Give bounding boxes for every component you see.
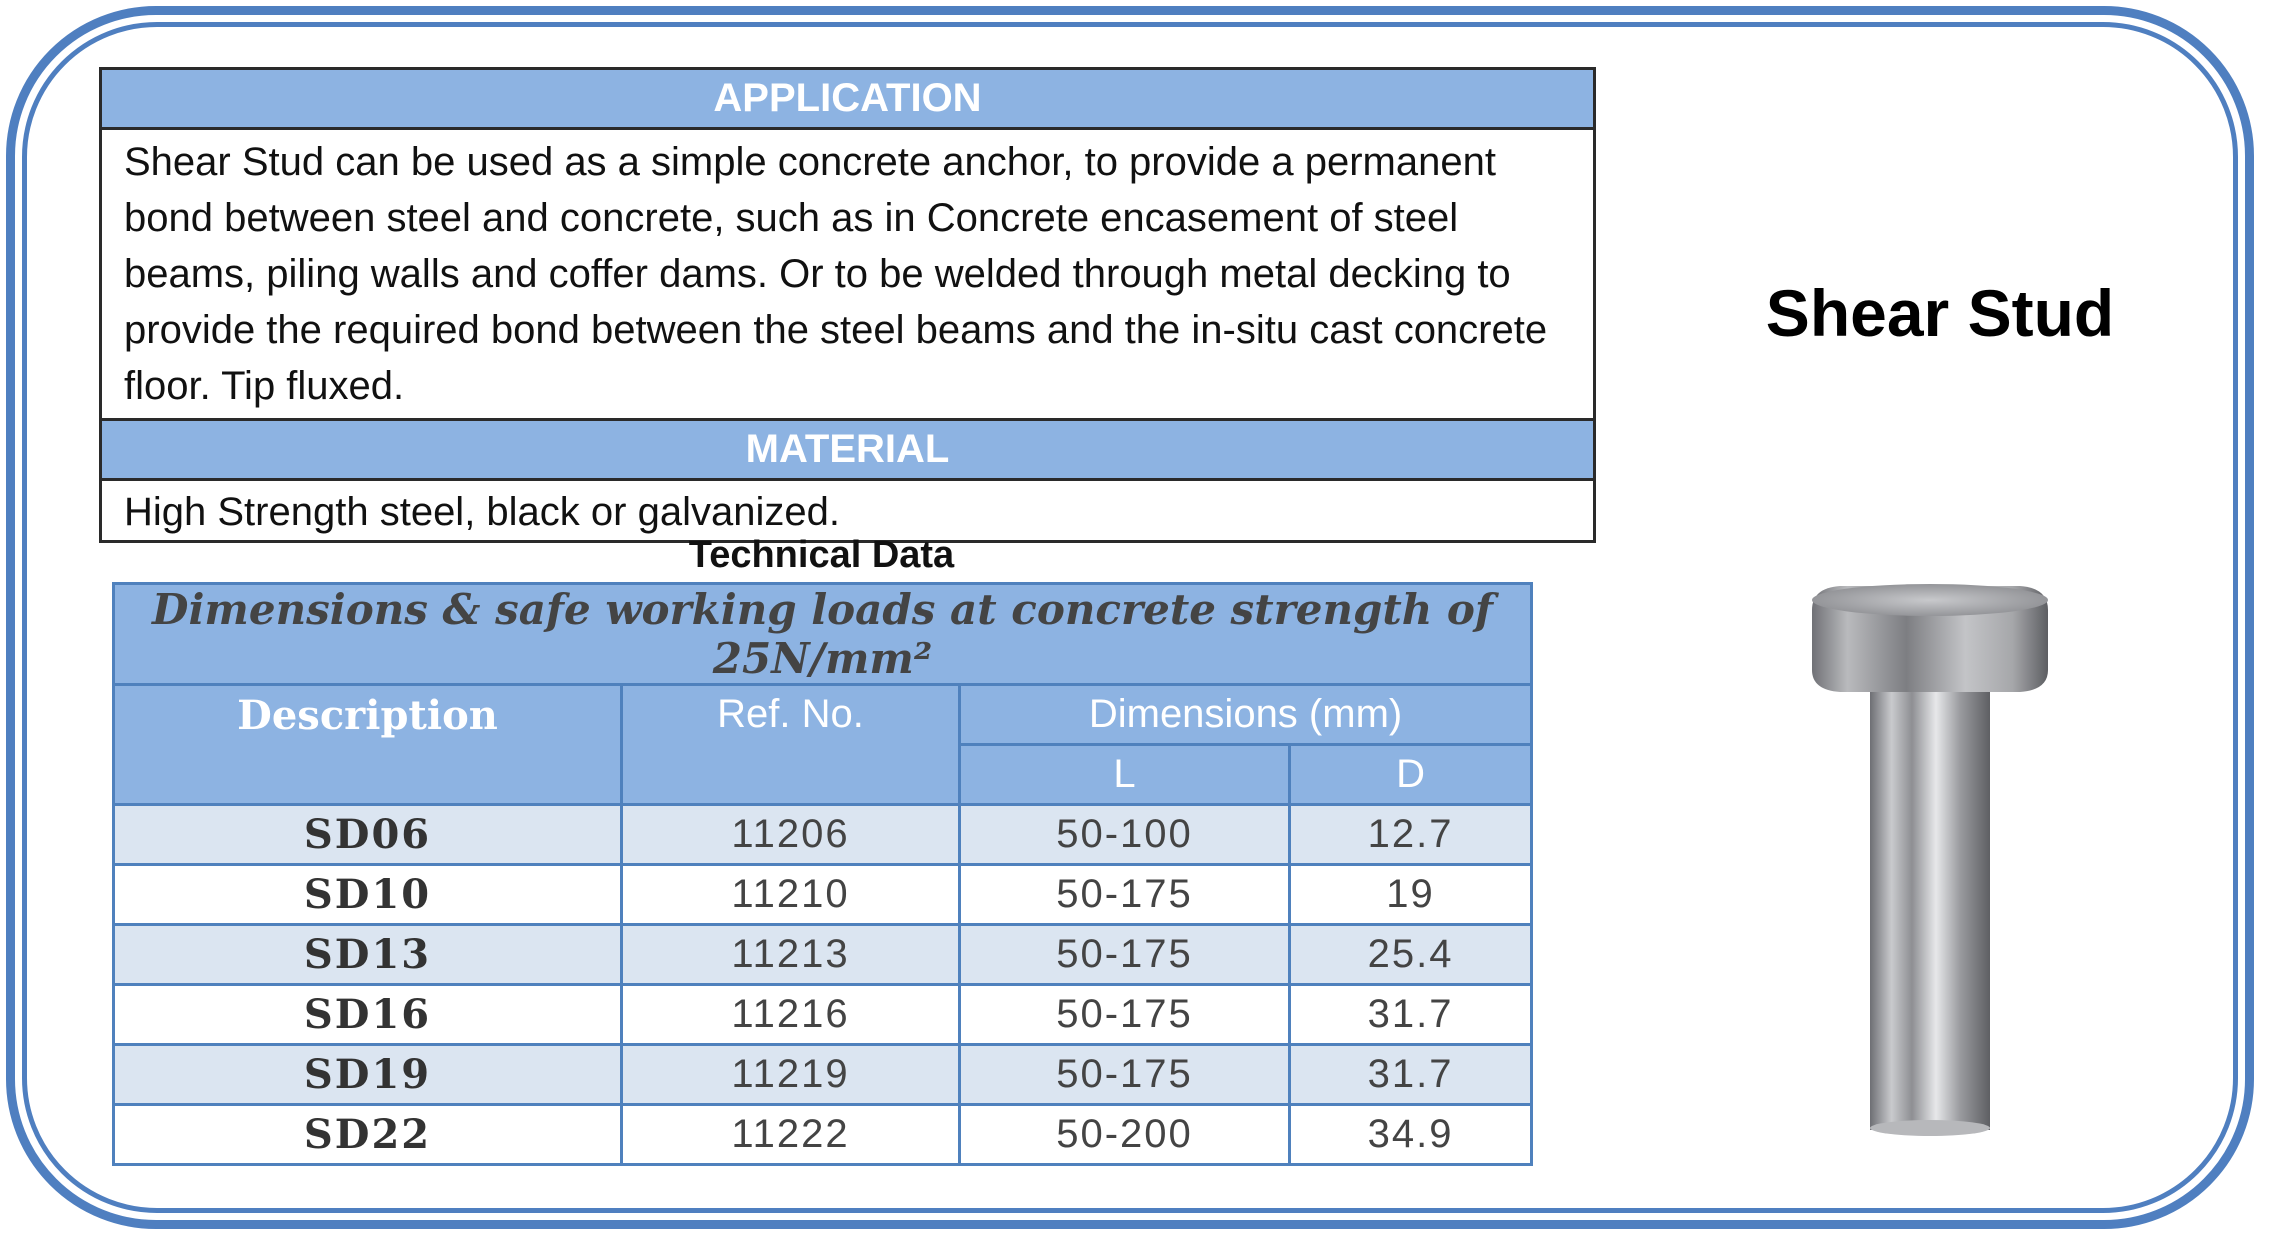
description-cell: SD13 [114,925,622,985]
diameter-cell: 34.9 [1290,1105,1532,1165]
diameter-cell: 31.7 [1290,1045,1532,1105]
description-header-label: Description [237,692,498,739]
description-cell: SD06 [114,805,622,865]
ref-cell: 11210 [622,865,960,925]
table-row [114,805,1532,865]
diameter-header: D [1290,745,1532,805]
table-row [114,1045,1532,1105]
diameter-cell: 19 [1290,865,1532,925]
application-header: APPLICATION [102,70,1593,130]
technical-data-title: Technical Data [688,534,955,576]
ref-cell: 11219 [622,1045,960,1105]
material-text: High Strength steel, black or galvanized. [124,490,840,534]
table-row [114,925,1532,985]
table-row [114,865,1532,925]
length-cell: 50-175 [960,985,1290,1045]
table-row [114,985,1532,1045]
table-caption: Dimensions & safe working loads at concrete strength of 25N/mm² [114,584,1532,685]
application-material-box [99,67,1596,543]
ref-cell: 11213 [622,925,960,985]
material-header: MATERIAL [102,421,1593,481]
length-cell: 50-100 [960,805,1290,865]
ref-cell: 11222 [622,1105,960,1165]
table-row [114,1105,1532,1165]
ref-cell: 11206 [622,805,960,865]
ref-cell: 11216 [622,985,960,1045]
description-cell: SD19 [114,1045,622,1105]
description-cell: SD16 [114,985,622,1045]
diameter-cell: 12.7 [1290,805,1532,865]
length-cell: 50-175 [960,925,1290,985]
length-cell: 50-175 [960,1045,1290,1105]
description-cell: SD10 [114,865,622,925]
technical-data-table [112,582,1533,1166]
product-title: Shear Stud [1765,276,2115,350]
diameter-cell: 31.7 [1290,985,1532,1045]
application-text: Shear Stud can be used as a simple concrete anchor, to provide a permanent bond between steel and concrete, such as in Concrete encasement of steel beams, piling walls and coffer dams. Or to be welded through metal decking to provide the required bond between the steel beams and the in-situ cast concrete floor. Tip fluxed. [102,130,1593,421]
ref-no-header-label: Ref. No. [717,692,864,736]
length-header: L [960,745,1290,805]
ref-no-header [622,685,960,805]
dimensions-header: Dimensions (mm) [960,685,1532,745]
length-cell: 50-175 [960,865,1290,925]
description-header [114,685,622,805]
diameter-cell: 25.4 [1290,925,1532,985]
length-cell: 50-200 [960,1105,1290,1165]
description-cell: SD22 [114,1105,622,1165]
shear-stud-image [1800,580,2080,1140]
